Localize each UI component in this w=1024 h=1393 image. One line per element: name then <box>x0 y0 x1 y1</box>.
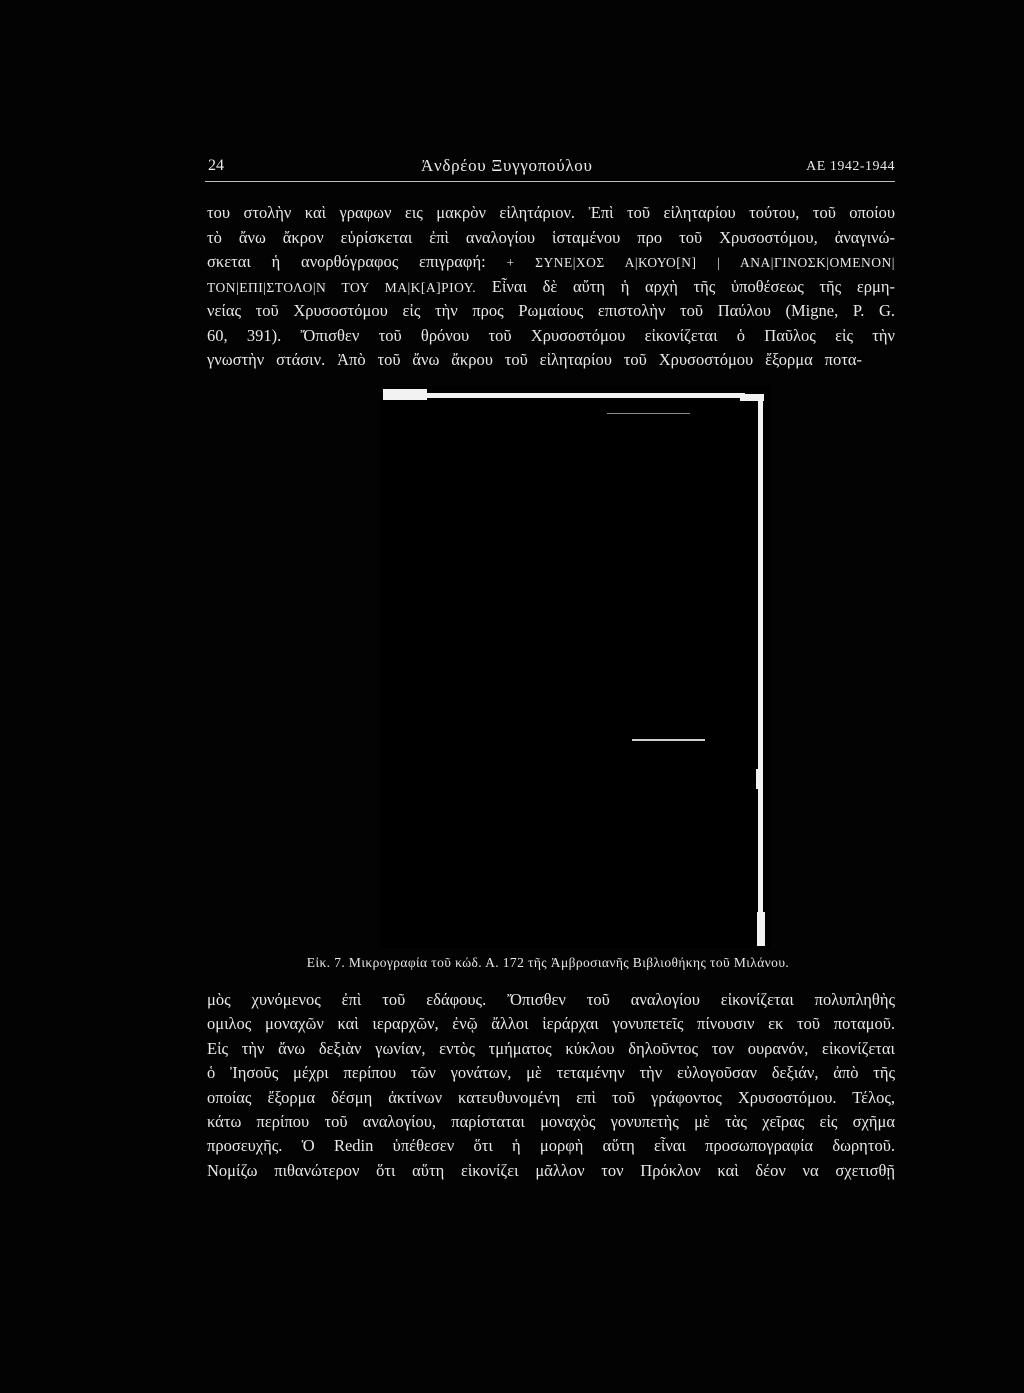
text-segment: σκεται ἡ ανορθόγραφος επιγραφή: <box>207 252 486 271</box>
text-line: Εἰς τὴν ἄνω δεξιὰν γωνίαν, εντὸς τμήματος κύκλου δηλοῦντος τον ουρανόν, εἰκονίζεται <box>207 1038 895 1058</box>
header-rule <box>205 181 895 182</box>
text-segment: Εἶναι δὲ αὔτη ἡ αρχὴ τῆς ὑποθέσεως τῆς ερμη- <box>491 276 895 296</box>
paragraph-top <box>207 201 895 373</box>
text-line <box>207 275 895 300</box>
journal-volume: ΑΕ 1942-1944 <box>806 159 895 174</box>
figure-caption: Εἰκ. 7. Μικρογραφία τοῦ κώδ. Α. 172 τῆς Ἀμβροσιανῆς Βιβλιοθήκης τοῦ Μιλάνου. <box>306 955 790 970</box>
text-line: του στολὴν καὶ γραφων εις μακρὸν εἰλητάριον. Ἐπὶ τοῦ εἰληταρίου τούτου, τοῦ οποίου <box>207 203 895 222</box>
frame-top-edge <box>383 393 745 398</box>
text-line: μὸς χυνόμενος ἐπὶ τοῦ εδάφους. Ὄπισθεν τοῦ αναλογίου εἰκονίζεται πολυπληθὴς <box>207 990 895 1009</box>
text-line: τὸ ἄνω ἄκρον εὑρίσκεται ἐπὶ αναλογίου ἱσταμένου προ τοῦ Χρυσοστόμου, ἀναγινώ- <box>207 227 895 247</box>
inscription-text: + ΣΥΝΕ|ΧΟΣ Α|ΚΟΥΟ[Ν] | ΑΝΑ|ΓΙΝΟΣΚ|ΟΜΕΝΟΝ| <box>506 255 895 270</box>
paragraph-bottom <box>207 988 895 1183</box>
text-line: προσευχῆς. Ὁ Redin ὑπέθεσεν ὅτι ἡ μορφὴ αὕτη εἶναι προσωπογραφία δωρητοῦ. <box>207 1136 895 1156</box>
text-line: οποίας ἔξορμα δέσμη ἀκτίνων κατευθυνομένη επὶ τοῦ γράφοντος Χρυσοστόμου. Τέλος, <box>207 1087 895 1107</box>
miniature-image <box>380 386 770 948</box>
text-line: νείας τοῦ Χρυσοστόμου εἰς τὴν προς Ρωμαίους επιστολὴν τοῦ Παύλου (Migne, P. G. <box>207 301 895 320</box>
running-title: Ἀνδρέου Ξυγγοπούλου <box>421 156 593 175</box>
text-line: ομιλος μοναχῶν καὶ ιεραρχῶν, ἐνῷ ἄλλοι ἱεράρχαι γονυπετεῖς πίνουσιν εκ τοῦ ποταμοῦ. <box>207 1014 895 1034</box>
text-line: κάτω περίπου τοῦ αναλογίου, παρίσταται μοναχὸς γονυπετὴς μὲ τὰς χεῖρας εἰς σχῆμα <box>207 1111 895 1131</box>
text-line: 60, 391). Ὄπισθεν τοῦ θρόνου τοῦ Χρυσοστόμου εἰκονίζεται ὁ Παῦλος εἰς τὴν <box>207 325 895 345</box>
text-line: ὁ Ἰησοῦς μέχρι περίπου τῶν γονάτων, μὲ τεταμένην τὴν εὐλογοῦσαν δεξιάν, ἀπὸ τῆς <box>207 1063 895 1083</box>
frame-right-notch <box>756 769 762 789</box>
text-line: γνωστὴν στάσιν. Ἀπὸ τοῦ ἄνω ἄκρου τοῦ εἰληταρίου τοῦ Χρυσοστόμου ἔξορμα ποτα- <box>207 350 862 369</box>
image-dash-mark <box>632 739 705 741</box>
page-number: 24 <box>208 157 224 174</box>
text-line: Νομίζω πιθανώτερον ὅτι αὕτη εἰκονίζει μᾶλλον τον Πρόκλον καὶ δέον να σχετισθῇ <box>207 1160 895 1180</box>
running-header <box>207 155 895 177</box>
frame-bottom-right-mark <box>757 912 765 946</box>
frame-right-edge <box>758 396 763 946</box>
text-line <box>207 250 895 275</box>
image-thin-line <box>607 413 690 414</box>
inscription-text: ΤΟΝ|ΕΠΙ|ΣΤΟΛΟ|Ν ΤΟΥ ΜΑ|Κ[Α]ΡΙΟΥ. <box>207 279 477 295</box>
